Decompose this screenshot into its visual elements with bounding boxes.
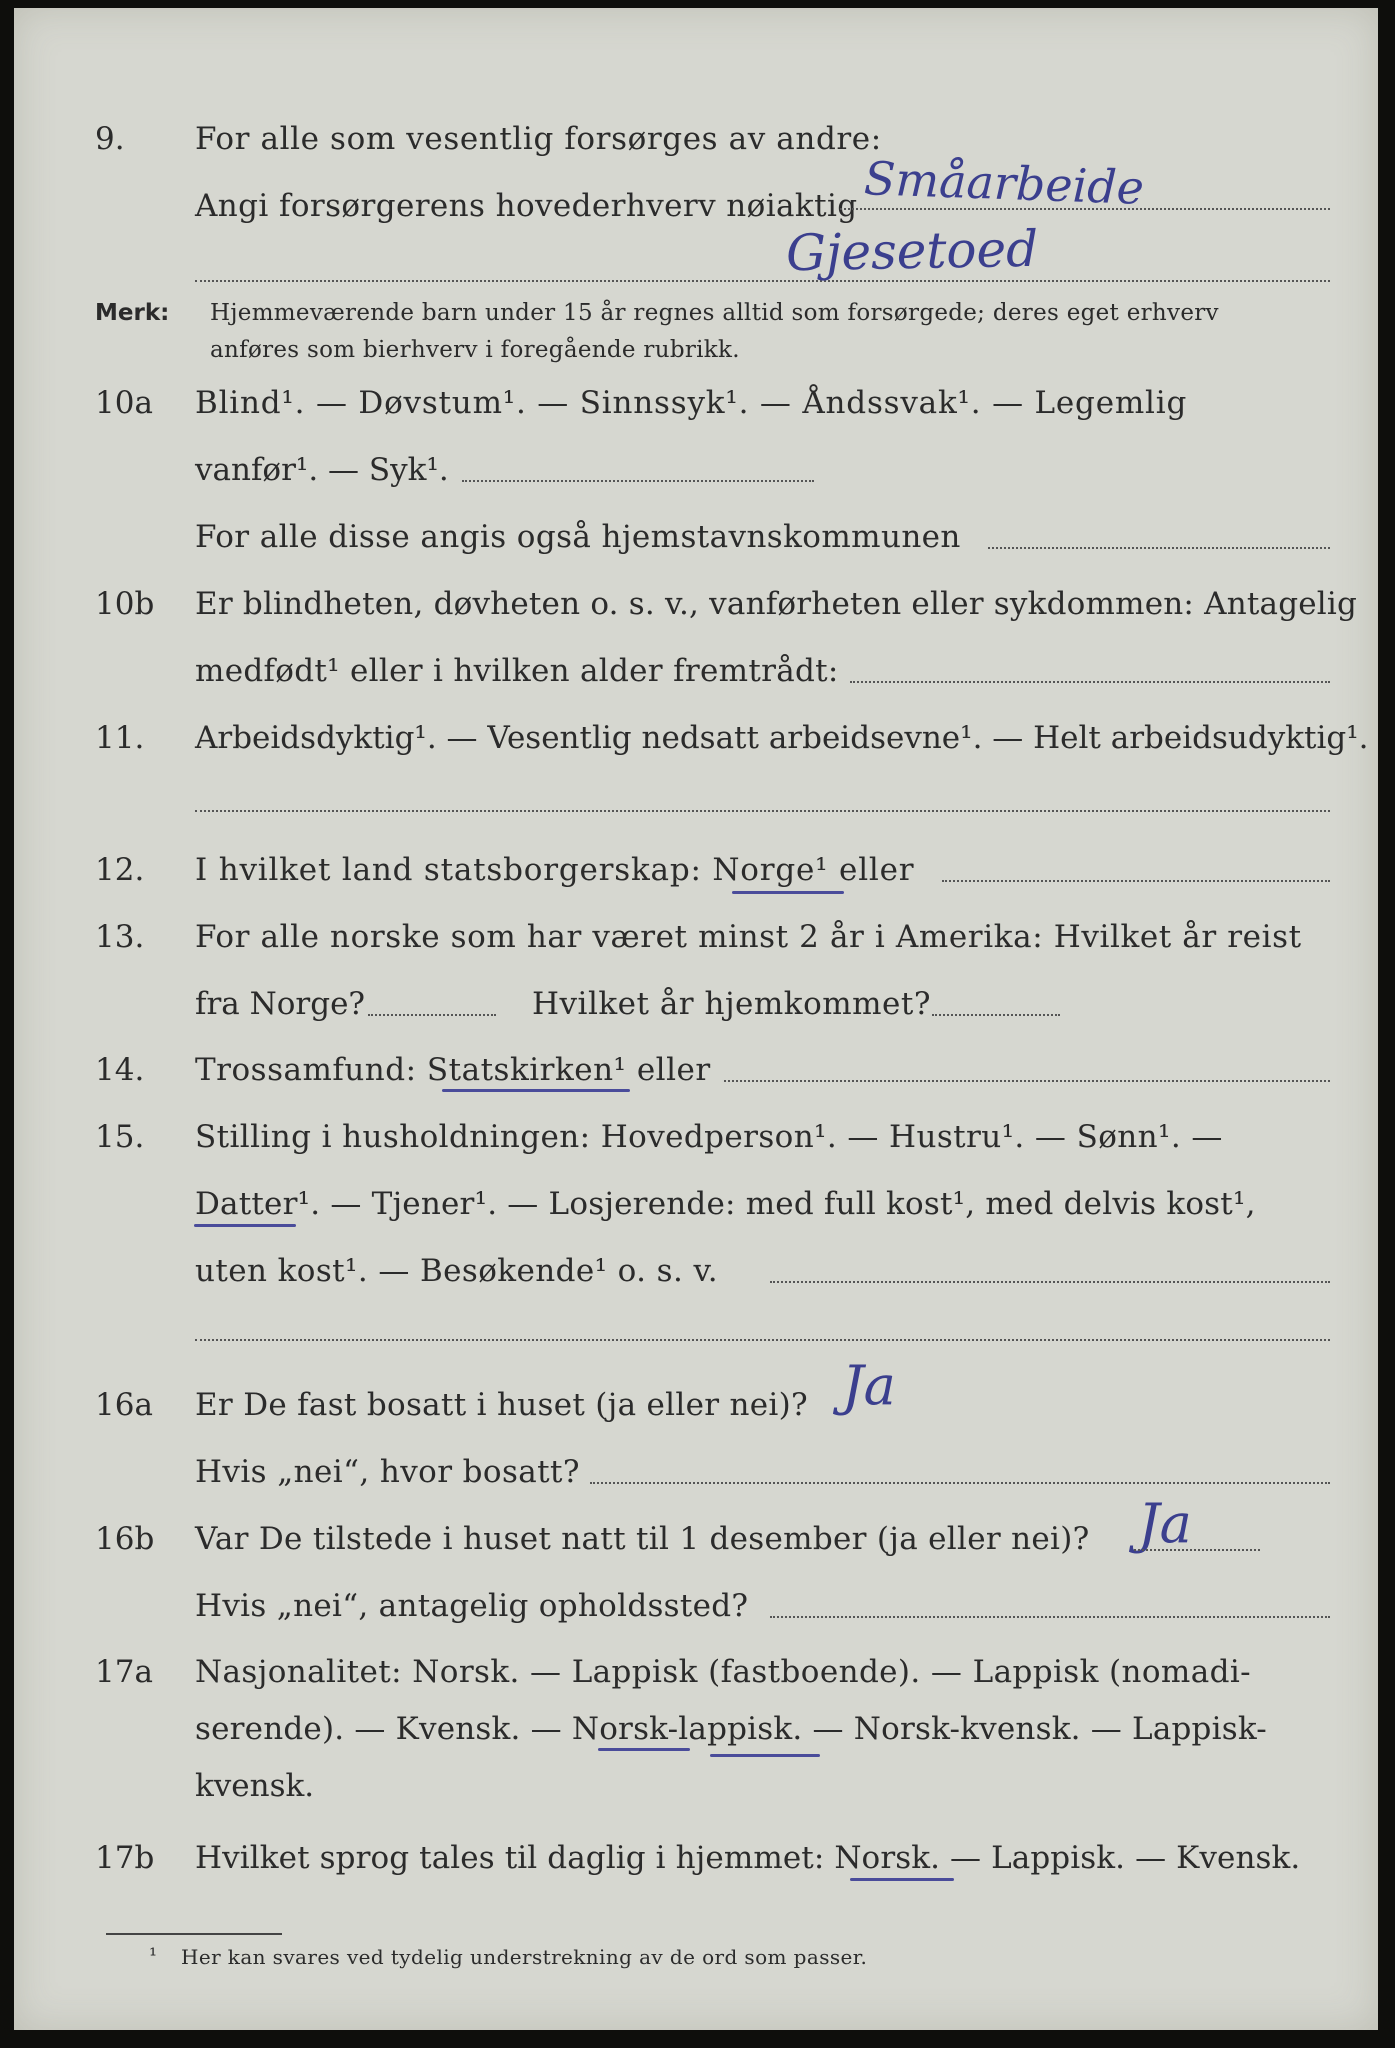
- item-17a-lappisk-underline: [710, 1754, 820, 1757]
- item-15-answer-line-2: [195, 1339, 1330, 1341]
- item-16b-answer-line-2: [770, 1616, 1330, 1618]
- item-13-line2a: fra Norge?: [195, 986, 366, 1022]
- item-9-handwritten-place: Gjesetoed: [785, 219, 1039, 283]
- item-9-answer-line-2: [195, 280, 1330, 282]
- item-10b-line2: medfødt¹ eller i hvilken alder fremtrådt:: [195, 653, 839, 689]
- item-17b-number: 17b: [95, 1840, 155, 1876]
- item-15-line1: Stilling i husholdningen: Hovedperson¹. — Hustru¹. — Sønn¹. —: [195, 1119, 1223, 1155]
- footnote-rule: [106, 1933, 282, 1935]
- item-14-answer-line: [724, 1080, 1330, 1082]
- item-11-answer-line: [195, 810, 1330, 812]
- item-16a-answer-line: [590, 1482, 1330, 1484]
- item-12-number: 12.: [95, 852, 145, 888]
- item-15-answer-line: [770, 1281, 1330, 1283]
- item-17a-line2: serende). — Kvensk. — Norsk-lappisk. — Norsk-kvensk. — Lappisk-: [195, 1711, 1267, 1747]
- item-14-statskirken-underline: [442, 1089, 630, 1092]
- item-14-number: 14.: [95, 1052, 145, 1088]
- item-16b-handwritten-answer: Ja: [1138, 1492, 1192, 1555]
- item-9-number: 9.: [95, 121, 125, 157]
- item-16b-number: 16b: [95, 1521, 155, 1557]
- item-15-line3: uten kost¹. — Besøkende¹ o. s. v.: [195, 1253, 718, 1289]
- item-16a-number: 16a: [95, 1387, 153, 1423]
- item-17b-norsk-underline: [850, 1878, 954, 1881]
- item-9-handwritten-occupation: Småarbeide: [863, 151, 1145, 215]
- item-15-number: 15.: [95, 1119, 145, 1155]
- item-10a-line3: For alle disse angis også hjemstavnskommunen: [195, 519, 961, 555]
- item-10a-number: 10a: [95, 385, 153, 421]
- item-11-number: 11.: [95, 720, 145, 756]
- item-16b-answer-line: [1134, 1549, 1260, 1551]
- item-9-line1: For alle som vesentlig forsørges av andre:: [195, 121, 882, 157]
- item-15-line2: Datter¹. — Tjener¹. — Losjerende: med full kost¹, med delvis kost¹,: [195, 1186, 1256, 1222]
- item-9-line2: Angi forsørgerens hovederhverv nøiaktig: [195, 188, 858, 224]
- item-12-line1: I hvilket land statsborgerskap: Norge¹ eller: [195, 852, 915, 888]
- item-16b-line1: Var De tilstede i huset natt til 1 desember (ja eller nei)?: [195, 1521, 1090, 1557]
- item-17a-norsk-underline: [598, 1748, 690, 1751]
- item-12-answer-line: [942, 880, 1330, 882]
- item-15-datter-underline: [194, 1224, 296, 1227]
- item-16a-handwritten-answer: Ja: [842, 1354, 896, 1417]
- item-13-number: 13.: [95, 919, 145, 955]
- footnote-text: Her kan svares ved tydelig understrekning av de ord som passer.: [181, 1945, 868, 1969]
- item-10a-answer-line-2: [988, 547, 1330, 549]
- note-line1: Hjemmeværende barn under 15 år regnes alltid som forsørgede; deres eget erhverv: [210, 300, 1219, 326]
- item-13-line1: For alle norske som har været minst 2 år i Amerika: Hvilket år reist: [195, 919, 1302, 955]
- item-17a-number: 17a: [95, 1654, 153, 1690]
- item-13-line2b: Hvilket år hjemkommet?: [532, 986, 931, 1022]
- item-16a-line2: Hvis „nei“, hvor bosatt?: [195, 1454, 580, 1490]
- item-13-return-year-line: [932, 1014, 1060, 1016]
- item-17b-line1: Hvilket sprog tales til daglig i hjemmet: Norsk. — Lappisk. — Kvensk.: [195, 1840, 1301, 1876]
- item-11-line1: Arbeidsdyktig¹. — Vesentlig nedsatt arbeidsevne¹. — Helt arbeidsudyktig¹.: [195, 720, 1369, 756]
- item-14-line1: Trossamfund: Statskirken¹ eller: [195, 1052, 711, 1088]
- item-13-departure-year-line: [368, 1014, 496, 1016]
- item-10a-line2: vanfør¹. — Syk¹.: [195, 452, 449, 488]
- item-16a-line1: Er De fast bosatt i huset (ja eller nei)?: [195, 1387, 808, 1423]
- item-10b-answer-line: [850, 681, 1330, 683]
- footnote-marker: ¹: [149, 1943, 158, 1967]
- item-17a-line1: Nasjonalitet: Norsk. — Lappisk (fastboende). — Lappisk (nomadi-: [195, 1654, 1252, 1690]
- item-12-norge-underline: [732, 891, 844, 894]
- item-16b-line2: Hvis „nei“, antagelig opholdssted?: [195, 1588, 749, 1624]
- item-10b-number: 10b: [95, 586, 155, 622]
- census-form-page: [14, 8, 1378, 2030]
- note-label: Merk:: [95, 300, 170, 326]
- item-10a-line1: Blind¹. — Døvstum¹. — Sinnssyk¹. — Åndssvak¹. — Legemlig: [195, 385, 1188, 421]
- item-10b-line1: Er blindheten, døvheten o. s. v., vanførheten eller sykdommen: Antagelig: [195, 586, 1358, 622]
- note-line2: anføres som bierhverv i foregående rubrikk.: [210, 337, 740, 363]
- item-17a-line3: kvensk.: [195, 1768, 315, 1804]
- item-10a-answer-line: [462, 480, 814, 482]
